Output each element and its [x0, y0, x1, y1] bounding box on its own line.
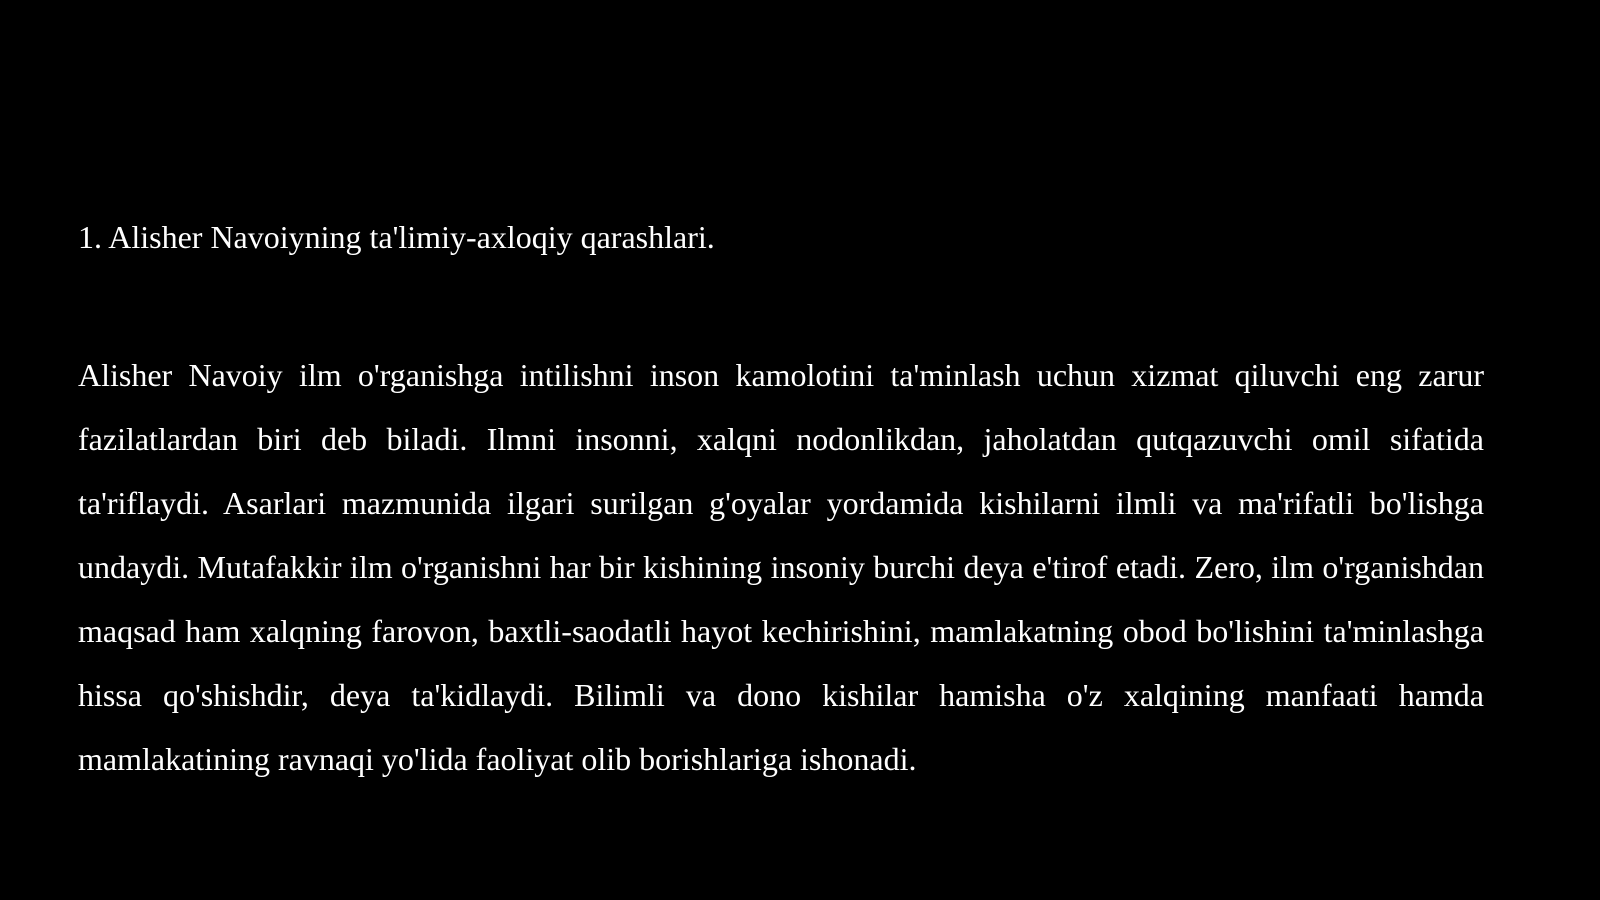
slide-heading: 1. Alisher Navoiyning ta'limiy-axloqiy qarashlari. — [78, 219, 715, 255]
slide-paragraph: Alisher Navoiy ilm o'rganishga intilishni inson kamolotini ta'minlash uchun xizmat qiluvchi eng zarur fazilatlardan biri deb biladi. Ilmni insonni, xalqni nodonlikdan, jaholatdan qutqazuvchi omil sifatida ta'riflaydi. Asarlari mazmunida ilgari surilgan g'oyalar yordamida kishilarni ilmli va ma'rifatli bo'lishga undaydi. Mutafakkir ilm o'rganishni har bir kishining insoniy burchi deya e'tirof etadi. Zero, ilm o'rganishdan maqsad ham xalqning farovon, baxtli-saodatli hayot kechirishini, mamlakatning obod bo'lishini ta'minlashga hissa qo'shishdir, deya ta'kidlaydi. Bilimli va dono kishilar hamisha o'z xalqining manfaati hamda mamlakatining ravnaqi yo'lida faoliyat olib borishlariga ishonadi. — [78, 357, 1484, 777]
